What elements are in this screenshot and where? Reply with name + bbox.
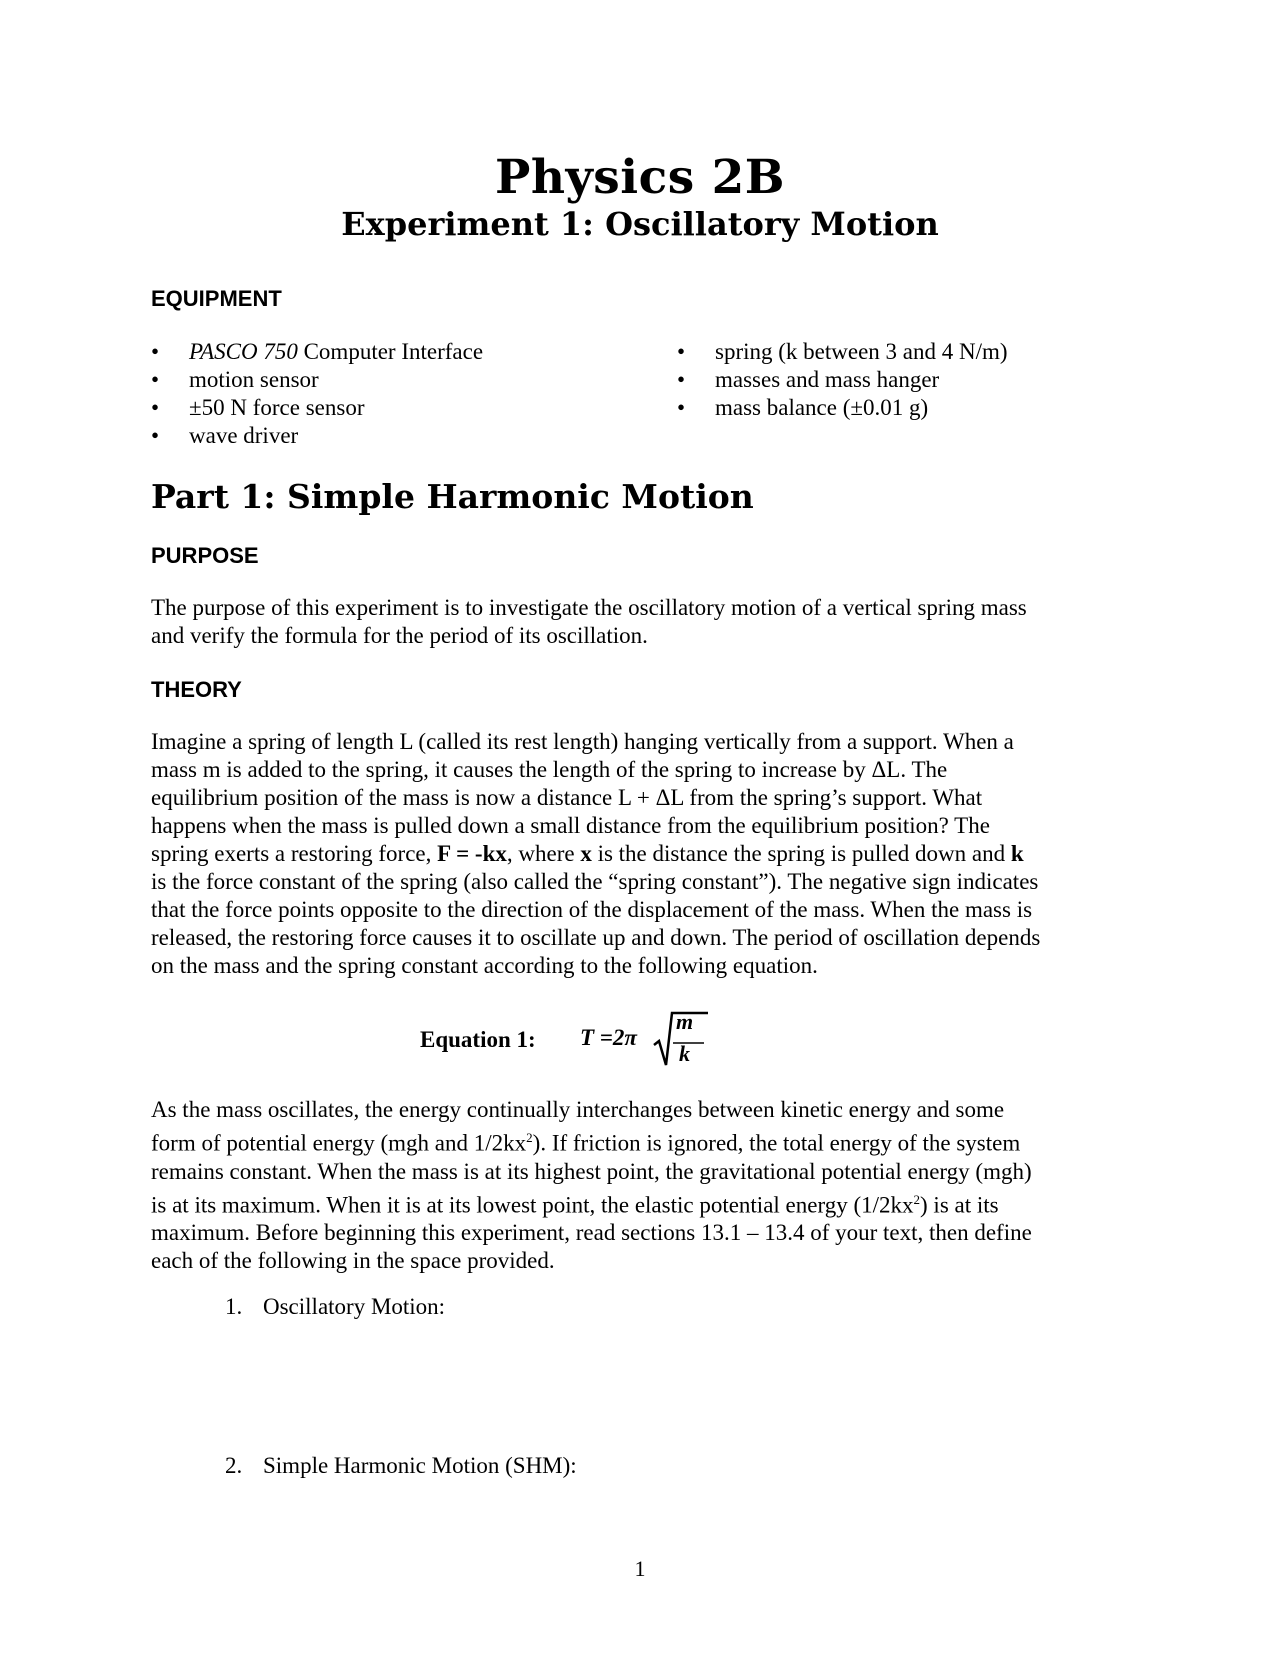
equipment-heading: EQUIPMENT: [151, 286, 282, 311]
list-item: • motion sensor: [151, 367, 319, 392]
list-item: • spring (k between 3 and 4 N/m): [677, 339, 1008, 364]
list-item: • PASCO 750 Computer Interface: [151, 339, 484, 364]
list-item: • mass balance (±0.01 g): [677, 395, 929, 420]
purpose-paragraph: The purpose of this experiment is to investigate the oscillatory motion of a vertical spring mass and verify the formula for the period of its oscillation.: [151, 595, 1027, 648]
equipment-list-right: [677, 338, 1008, 422]
equation-lhs: T =2π: [580, 1025, 637, 1050]
equation-numerator: m: [676, 1009, 694, 1034]
page-title: Physics 2B: [494, 150, 785, 205]
theory-paragraph: Imagine a spring of length L (called its rest length) hanging vertically from a support. When a mass m is added to the spring, it causes the length of the spring to increase by ΔL. The equilibrium position of the mass is now a distance L + ΔL from the spring’s support. What happens when the mass is pulled down a small distance from the equilibrium position? The spring exerts a restoring force, F = -kx, where x is the distance the spring is pulled down and k is the force constant of the spring (also called the “spring constant”). The negative sign indicates that the force points opposite to the direction of the displacement of the mass. When the mass is released, the restoring force causes it to oscillate up and down. The period of oscillation depends on the mass and the spring constant according to the following equation.: [151, 729, 1041, 978]
definition-item-oscillatory-motion: 1. Oscillatory Motion:: [225, 1294, 446, 1319]
part-heading: Part 1: Simple Harmonic Motion: [151, 477, 754, 516]
page-number: 1: [634, 1556, 646, 1581]
equation-label: Equation 1:: [420, 1027, 536, 1052]
energy-paragraph: As the mass oscillates, the energy continually interchanges between kinetic energy and some form of potential energy (mgh and $1/2kx^2$). If friction is ignored, the total energy of the system remains constant. When the mass is at its highest point, the gravitational potential energy (mgh) is at its maximum. When it is at its lowest point, the elastic potential energy $(1/2kx^2)$ is at its maximum. Before beginning this experiment, read sections 13.1 – 13.4 of your text, then define each of the following in the space provided.: [151, 1097, 1032, 1274]
purpose-heading: PURPOSE: [151, 543, 259, 568]
list-item: • ±50 N force sensor: [151, 395, 365, 420]
definition-item-shm: 2. Simple Harmonic Motion (SHM):: [225, 1453, 577, 1478]
equation-1: [420, 1005, 740, 1075]
equipment-list-left: [151, 338, 483, 450]
page-subtitle: Experiment 1: Oscillatory Motion: [341, 205, 939, 243]
equation-denominator: k: [679, 1041, 690, 1066]
theory-heading: THEORY: [151, 677, 242, 702]
list-item: • wave driver: [151, 423, 299, 448]
list-item: • masses and mass hanger: [677, 367, 940, 392]
